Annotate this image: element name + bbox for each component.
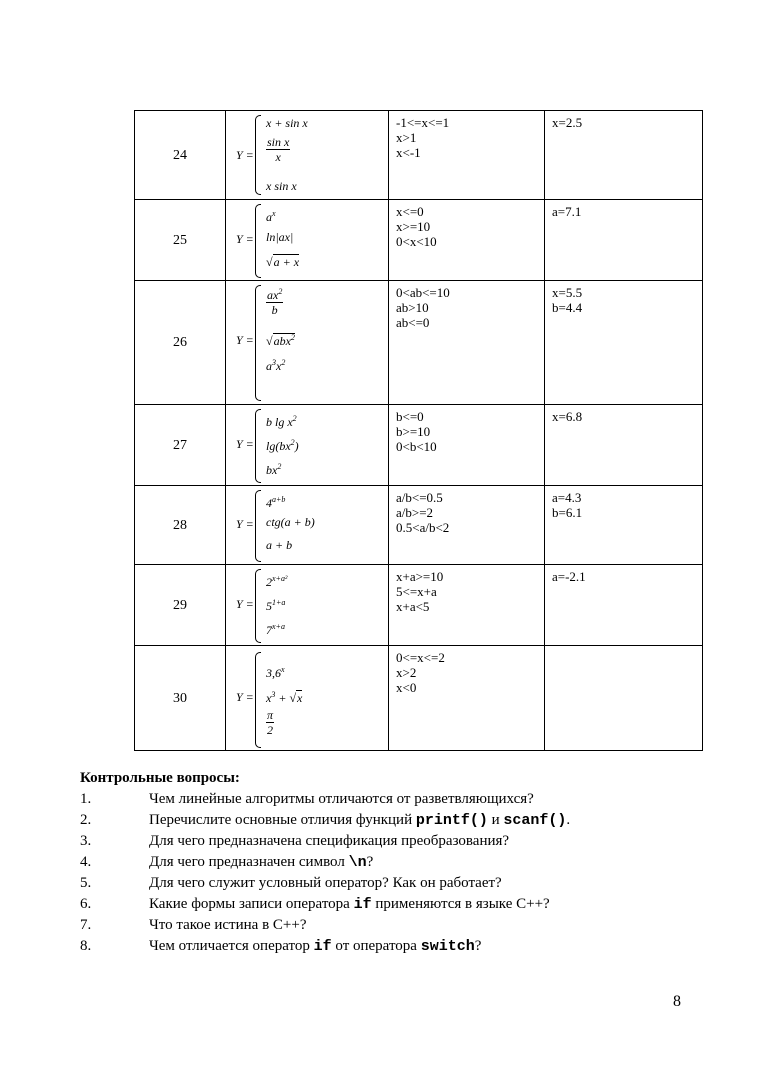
formula-line: √a + x — [266, 255, 300, 269]
variant-number: 27 — [135, 405, 226, 486]
brace-icon — [255, 115, 261, 195]
formula-line: $\frac{\pi}{2}$ — [267, 708, 274, 737]
formula-line: 3,6$^x$ — [266, 665, 285, 680]
formula-line: $\frac{ax^2}{b}$ — [267, 287, 283, 317]
condition-line: ab>10 — [396, 300, 429, 315]
given-value: b=4.4 — [552, 300, 583, 315]
table-row — [135, 646, 703, 751]
y-label: Y = — [236, 333, 254, 347]
question-text — [149, 915, 307, 936]
condition-line: x<0 — [396, 680, 417, 695]
brace-icon — [255, 490, 261, 562]
condition-line: -1<=x<=1 — [396, 115, 450, 130]
variant-number: 30 — [135, 646, 226, 751]
code-keyword: if — [353, 896, 372, 913]
condition-line: a/b<=0.5 — [396, 490, 443, 505]
text-fragment: Перечислите основные отличия функций — [149, 812, 416, 828]
condition-line: 0<=x<=2 — [396, 650, 445, 665]
code-keyword: scanf() — [503, 812, 567, 829]
formula-cell — [226, 200, 389, 281]
question-item — [80, 894, 720, 915]
condition-line: 0.5<a/b<2 — [396, 520, 450, 535]
condition-line: b<=0 — [396, 409, 424, 424]
condition-line: 5<=x+a — [396, 584, 437, 599]
y-label: Y = — [236, 690, 254, 704]
conditions-cell — [389, 646, 545, 751]
y-label: Y = — [236, 517, 254, 531]
formula-line: $2^{x+a^2}$ — [266, 574, 288, 589]
text-fragment: Для чего служит условный оператор? Как он работает? — [149, 875, 502, 891]
given-cell — [545, 281, 703, 405]
given-value: b=6.1 — [552, 505, 583, 520]
conditions-cell — [389, 405, 545, 486]
formula-cell — [226, 565, 389, 646]
condition-line: x<=0 — [396, 204, 424, 219]
condition-line: 0<b<10 — [396, 439, 437, 454]
formula-line: $x^3 + √x$ — [266, 690, 303, 705]
conditions-cell — [389, 486, 545, 565]
question-item — [80, 873, 720, 894]
conditions-cell — [389, 200, 545, 281]
question-item — [80, 936, 720, 957]
given-cell — [545, 111, 703, 200]
formula-line: b $\lg x^2$ — [266, 414, 297, 429]
question-number: 8. — [80, 938, 92, 954]
given-value: x=2.5 — [552, 115, 583, 130]
question-number: 2. — [80, 812, 92, 828]
given-cell — [545, 405, 703, 486]
formula-line: ln|ax| — [266, 230, 294, 244]
formula-line: ctg(a + b) — [266, 515, 315, 529]
given-value: a=-2.1 — [552, 569, 586, 584]
given-value: x=6.8 — [552, 409, 583, 424]
formula-line: x sin x — [266, 179, 297, 193]
condition-line: x+a>=10 — [396, 569, 444, 584]
variant-number: 25 — [135, 200, 226, 281]
brace-icon — [255, 285, 261, 401]
condition-line: 0<x<10 — [396, 234, 437, 249]
question-text — [149, 831, 509, 852]
table-row — [135, 486, 703, 565]
variant-number: 28 — [135, 486, 226, 565]
question-item — [80, 915, 720, 936]
brace-icon — [255, 652, 261, 748]
condition-line: x>1 — [396, 130, 417, 145]
condition-line: ab<=0 — [396, 315, 430, 330]
text-fragment: применяются в языке С++? — [371, 896, 550, 912]
y-label: Y = — [236, 437, 254, 451]
code-keyword: switch — [420, 938, 475, 955]
condition-line: b>=10 — [396, 424, 431, 439]
formula-line: $a^x$ — [266, 209, 276, 224]
variants-table — [134, 110, 703, 751]
conditions-cell — [389, 565, 545, 646]
condition-line: x>2 — [396, 665, 417, 680]
table-row — [135, 565, 703, 646]
given-cell — [545, 200, 703, 281]
formula-cell — [226, 111, 389, 200]
text-fragment: Чем отличается оператор — [149, 938, 314, 954]
variant-number: 24 — [135, 111, 226, 200]
question-text — [149, 789, 534, 810]
text-fragment: и — [487, 812, 504, 828]
text-fragment: Какие формы записи оператора — [149, 896, 354, 912]
conditions-cell — [389, 281, 545, 405]
page-number: 8 — [673, 993, 681, 1010]
variant-number: 26 — [135, 281, 226, 405]
condition-line: x+a<5 — [396, 599, 430, 614]
formula-line: $a^3x^2$ — [266, 358, 286, 373]
control-questions — [80, 770, 720, 957]
code-keyword: if — [313, 938, 332, 955]
brace-icon — [255, 569, 261, 643]
text-fragment: ? — [474, 938, 482, 954]
text-fragment: Для чего предназначена спецификация преобразования? — [149, 833, 510, 849]
question-item — [80, 852, 720, 873]
brace-icon — [255, 204, 261, 278]
variant-number: 29 — [135, 565, 226, 646]
given-cell — [545, 565, 703, 646]
table-row — [135, 200, 703, 281]
given-cell — [545, 486, 703, 565]
formula-cell — [226, 281, 389, 405]
formula-line: $7^{x+a}$ — [266, 622, 285, 637]
question-text — [149, 852, 373, 873]
y-label: Y = — [236, 597, 254, 611]
formula-line: $\frac{\text{sin x}}{x}$ — [267, 135, 290, 164]
table-row — [135, 405, 703, 486]
condition-line: a/b>=2 — [396, 505, 434, 520]
formula-line: a + b — [266, 538, 293, 552]
condition-line: x<-1 — [396, 145, 421, 160]
question-item — [80, 831, 720, 852]
question-number: 5. — [80, 875, 92, 891]
questions-title: Контрольные вопросы: — [80, 770, 240, 786]
formula-line: x + sin x — [266, 116, 308, 130]
condition-line: x>=10 — [396, 219, 431, 234]
formula-line: $5^{1+a}$ — [266, 598, 286, 613]
question-item — [80, 810, 720, 831]
question-number: 1. — [80, 791, 92, 807]
code-keyword: printf() — [415, 812, 488, 829]
question-text — [149, 810, 570, 831]
y-label: Y = — [236, 148, 254, 162]
given-cell — [545, 646, 703, 751]
condition-line: 0<ab<=10 — [396, 285, 450, 300]
question-text — [149, 936, 481, 957]
code-keyword: \n — [348, 854, 367, 871]
text-fragment: от оператора — [331, 938, 421, 954]
brace-icon — [255, 409, 261, 483]
formula-line: $\lg(bx^2)$ — [266, 438, 299, 453]
conditions-cell — [389, 111, 545, 200]
question-number: 3. — [80, 833, 92, 849]
table-row — [135, 281, 703, 405]
formula-line: $bx^2$ — [266, 462, 282, 477]
question-text — [149, 873, 502, 894]
formula-cell — [226, 486, 389, 565]
table-row — [135, 111, 703, 200]
text-fragment: Для чего предназначен символ — [149, 854, 349, 870]
formula-line: √abx$^2$ — [266, 333, 295, 348]
question-number: 6. — [80, 896, 92, 912]
text-fragment: . — [566, 812, 571, 828]
formula-line: $4^{a+b}$ — [266, 495, 286, 510]
question-number: 7. — [80, 917, 92, 933]
y-label: Y = — [236, 232, 254, 246]
text-fragment: Что такое истина в С++? — [149, 917, 307, 933]
given-value: a=7.1 — [552, 204, 582, 219]
formula-cell — [226, 405, 389, 486]
question-number: 4. — [80, 854, 92, 870]
questions-list — [80, 789, 720, 957]
text-fragment: ? — [366, 854, 374, 870]
question-item — [80, 789, 720, 810]
formula-cell — [226, 646, 389, 751]
given-value: x=5.5 — [552, 285, 583, 300]
text-fragment: Чем линейные алгоритмы отличаются от разветвляющихся? — [149, 791, 534, 807]
question-text — [149, 894, 550, 915]
given-value: a=4.3 — [552, 490, 582, 505]
